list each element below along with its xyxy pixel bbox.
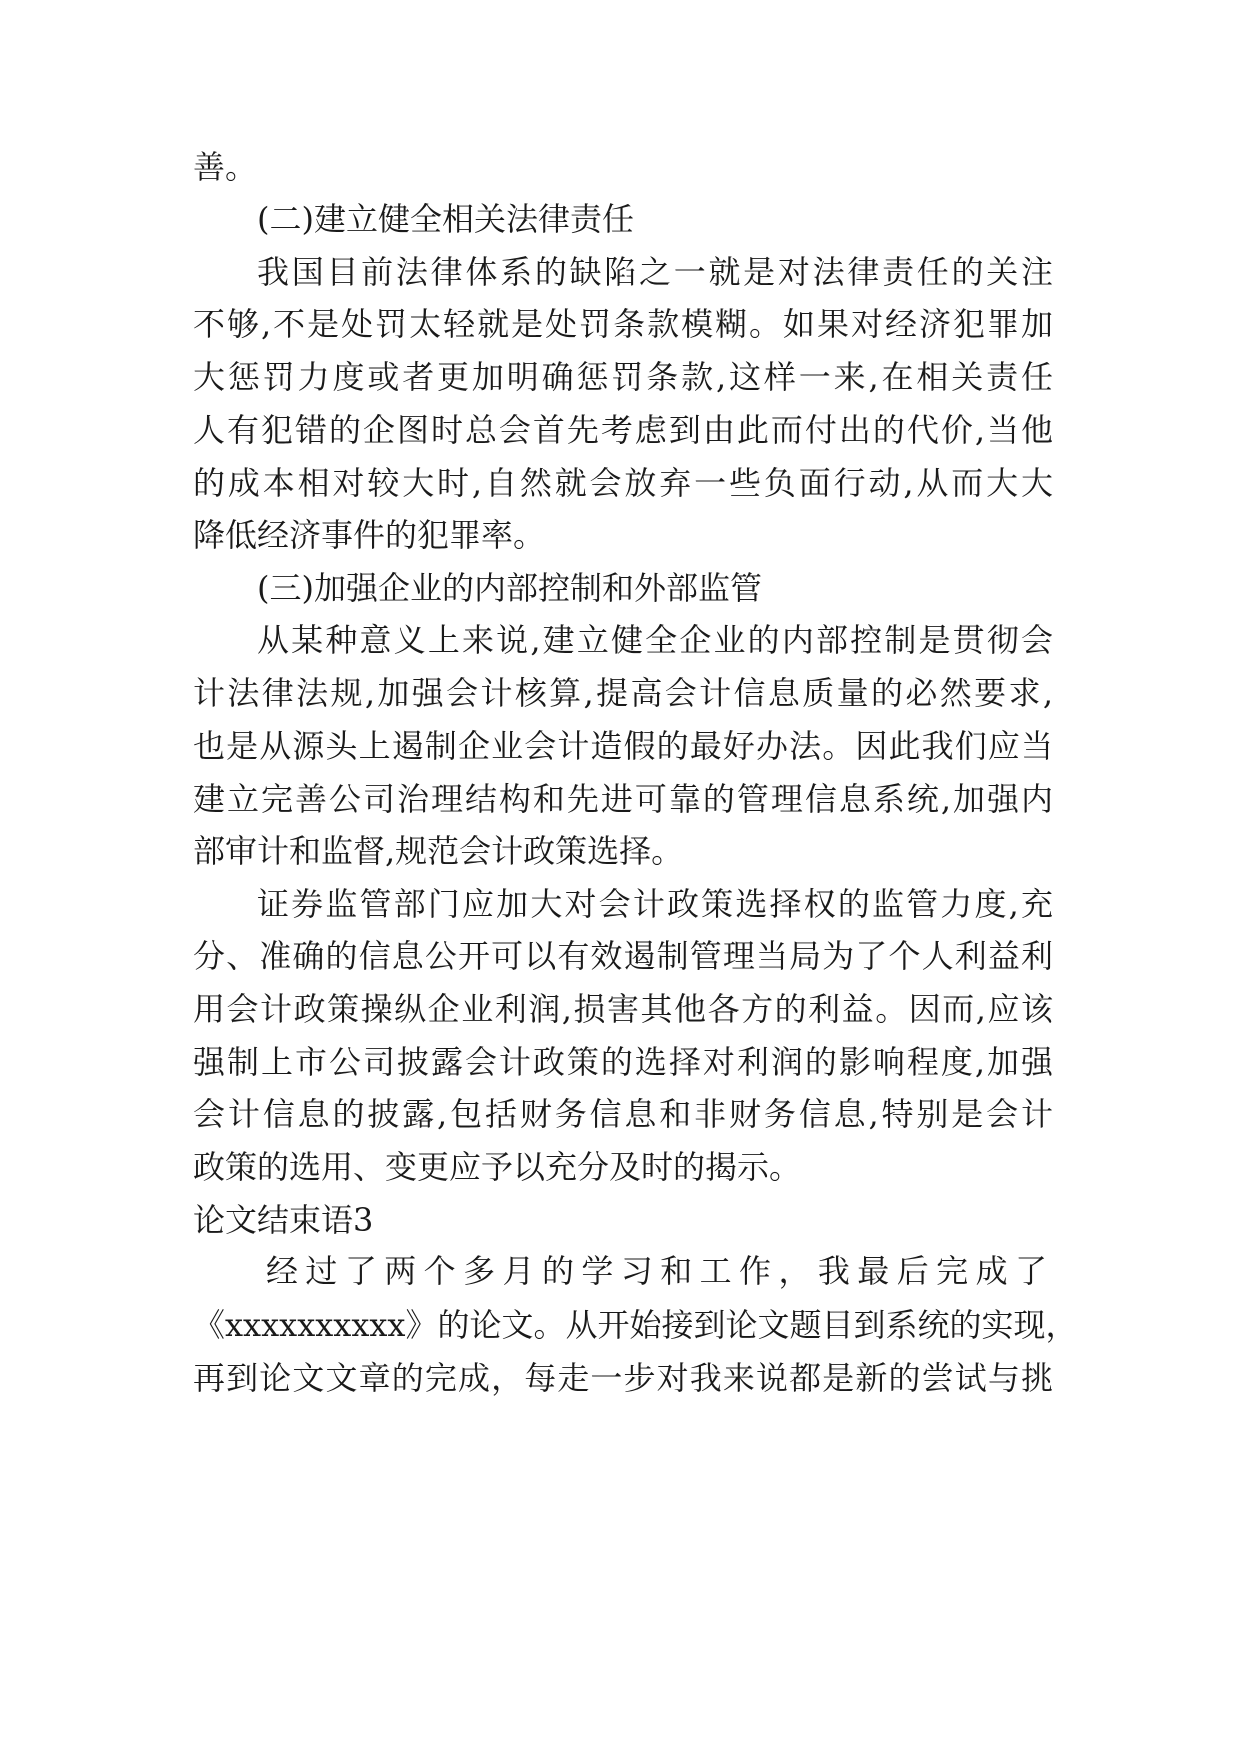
paragraph-line: 不够,不是处罚太轻就是处罚条款模糊。如果对经济犯罪加 [193,305,1053,343]
section-heading: (二)建立健全相关法律责任 [257,200,634,238]
paragraph-line: 证券监管部门应加大对会计政策选择权的监管力度,充 [257,885,1053,923]
paragraph-line: 强制上市公司披露会计政策的选择对利润的影响程度,加强 [193,1043,1053,1081]
paragraph-line: 用会计政策操纵企业利润,损害其他各方的利益。因而,应该 [193,990,1053,1028]
paragraph-line: 的成本相对较大时,自然就会放弃一些负面行动,从而大大 [193,464,1053,502]
paragraph-line: 部审计和监督,规范会计政策选择。 [193,832,684,870]
paragraph-line: 经过了两个多月的学习和工作，我最后完成了 [266,1252,1053,1290]
paragraph-line: 也是从源头上遏制企业会计造假的最好办法。因此我们应当 [193,727,1053,765]
paragraph-line: 《xxxxxxxxxx》的论文。从开始接到论文题目到系统的实现， [193,1306,1078,1344]
paragraph-line: 会计信息的披露,包括财务信息和非财务信息,特别是会计 [193,1095,1053,1133]
paragraph-line: 再到论文文章的完成，每走一步对我来说都是新的尝试与挑 [193,1359,1053,1397]
paragraph-line: 人有犯错的企图时总会首先考虑到由此而付出的代价,当他 [193,411,1053,449]
paragraph-line: 计法律法规,加强会计核算,提高会计信息质量的必然要求, [193,674,1053,712]
section-heading: (三)加强企业的内部控制和外部监管 [257,569,762,607]
paragraph-line: 分、准确的信息公开可以有效遏制管理当局为了个人利益利 [193,937,1053,975]
paragraph-line: 从某种意义上来说,建立健全企业的内部控制是贯彻会 [257,621,1053,659]
paragraph-line: 我国目前法律体系的缺陷之一就是对法律责任的关注 [257,253,1053,291]
paragraph-line: 善。 [193,148,258,186]
paragraph-line: 降低经济事件的犯罪率。 [193,516,546,554]
paragraph-line: 建立完善公司治理结构和先进可靠的管理信息系统,加强内 [193,780,1053,818]
section-title: 论文结束语3 [193,1201,374,1239]
paragraph-line: 大惩罚力度或者更加明确惩罚条款,这样一来,在相关责任 [193,358,1053,396]
paragraph-line: 政策的选用、变更应予以充分及时的揭示。 [193,1148,802,1186]
